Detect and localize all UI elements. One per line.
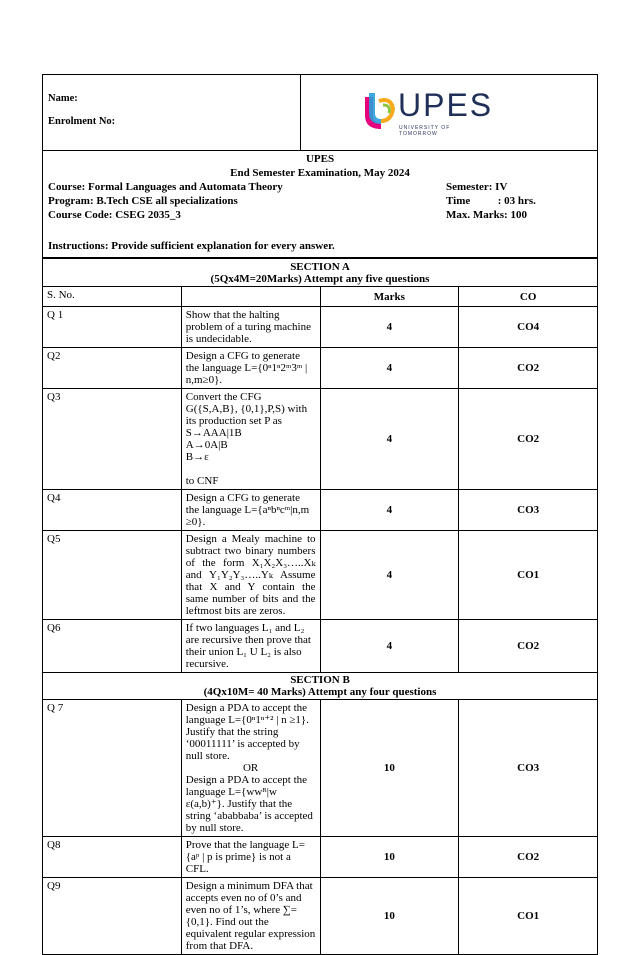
- question-text-block: [181, 389, 320, 490]
- logo-tagline: UNIVERSITY OF TOMORROW: [399, 125, 451, 137]
- question-text: Design a minimum DFA that accepts even no of 0’s and even no of 1’s, where ∑= {0,1}. Find out the equivalent regular expression from that DFA.: [181, 878, 320, 955]
- program-name: Program: B.Tech CSE all specializations: [48, 195, 238, 207]
- question-co: CO2: [459, 837, 598, 878]
- enrolment-label: Enrolment No:: [48, 116, 116, 127]
- semester: Semester: IV: [446, 181, 508, 193]
- question-marks: 10: [320, 837, 459, 878]
- question-row: [43, 307, 598, 348]
- question-row: [43, 389, 598, 490]
- question-text: Design a CFG to generate the language L={aⁿbⁿcᵐ|n,m ≥0}.: [181, 490, 320, 531]
- exam-paper: [42, 74, 598, 955]
- logo-word: UPES: [398, 87, 494, 123]
- question-co: CO2: [459, 348, 598, 389]
- university-name: UPES: [305, 153, 335, 165]
- question-co: CO3: [459, 490, 598, 531]
- question-marks: 4: [320, 389, 459, 490]
- question-row: [43, 700, 598, 837]
- question-co: CO3: [459, 700, 598, 837]
- question-number: Q2: [43, 348, 182, 389]
- production-rule: S→AAA|1B: [185, 427, 242, 439]
- question-co: CO2: [459, 620, 598, 673]
- question-table: [42, 258, 598, 955]
- student-details: [43, 75, 301, 150]
- production-rule: B→ε: [185, 451, 209, 463]
- question-text: Convert the CFG G({S,A,B}, {0,1},P,S) with its production set P as: [185, 391, 308, 427]
- question-row: [43, 837, 598, 878]
- question-text: Design a PDA to accept the language L={0ⁿ1ⁿ⁺² | n ≥1}. Justify that the string ‘00011111’ is accepted by null store.: [185, 702, 309, 762]
- col-sno: S. No.: [43, 287, 182, 307]
- max-marks: Max. Marks: 100: [446, 209, 527, 221]
- question-marks: 4: [320, 531, 459, 620]
- course-name: Course: Formal Languages and Automata Theory: [48, 181, 283, 193]
- question-marks: 4: [320, 307, 459, 348]
- question-number: Q 7: [43, 700, 182, 837]
- col-marks: Marks: [320, 287, 459, 307]
- question-number: Q4: [43, 490, 182, 531]
- question-text: Show that the halting problem of a turing machine is undecidable.: [181, 307, 320, 348]
- question-text: Prove that the language L= {aᵖ | p is prime} is not a CFL.: [181, 837, 320, 878]
- exam-title: End Semester Examination, May 2024: [230, 167, 410, 179]
- question-row: [43, 620, 598, 673]
- column-header-row: [43, 287, 598, 307]
- section-b-header: [43, 673, 598, 700]
- production-rule: A→0A|B: [185, 439, 228, 451]
- upes-logo-mark-icon: [361, 91, 397, 131]
- question-marks: 10: [320, 878, 459, 955]
- col-co: CO: [459, 287, 598, 307]
- question-number: Q3: [43, 389, 182, 490]
- question-marks: 4: [320, 348, 459, 389]
- question-row: [43, 531, 598, 620]
- instructions: Instructions: Provide sufficient explanation for every answer.: [48, 240, 335, 252]
- question-text: If two languages L₁ and L₂ are recursive then prove that their union L₁ U L₂ is also recursive.: [181, 620, 320, 673]
- question-number: Q8: [43, 837, 182, 878]
- col-question: [181, 287, 320, 307]
- question-co: CO1: [459, 531, 598, 620]
- question-co: CO4: [459, 307, 598, 348]
- question-text-block: [181, 700, 320, 837]
- question-co: CO1: [459, 878, 598, 955]
- section-a-header: [43, 259, 598, 287]
- question-row: [43, 348, 598, 389]
- question-co: CO2: [459, 389, 598, 490]
- question-text: Design a Mealy machine to subtract two binary numbers of the form X₁X₂X₃…..Xₖ and Y₁Y₂Y₃…..Yₖ Assume that X and Y contain the same number of bits and the leftmost bits are zeros.: [181, 531, 320, 620]
- question-row: [43, 878, 598, 955]
- question-number: Q5: [43, 531, 182, 620]
- exam-time: Time : 03 hrs.: [446, 195, 536, 207]
- exam-info: [42, 151, 598, 258]
- conversion-target: to CNF: [185, 475, 219, 487]
- question-marks: 4: [320, 620, 459, 673]
- course-code: Course Code: CSEG 2035_3: [48, 209, 181, 221]
- name-label: Name:: [48, 93, 78, 104]
- section-b-title: SECTION B: [290, 674, 350, 686]
- question-text: Design a CFG to generate the language L={0ⁿ1ⁿ2ᵐ3ᵐ | n,m≥0}.: [181, 348, 320, 389]
- or-separator: OR: [242, 762, 259, 774]
- question-marks: 10: [320, 700, 459, 837]
- question-row: [43, 490, 598, 531]
- question-number: Q 1: [43, 307, 182, 348]
- section-b-subtitle: (4Qx10M= 40 Marks) Attempt any four questions: [203, 686, 437, 698]
- header-box: [42, 74, 598, 151]
- question-number: Q6: [43, 620, 182, 673]
- question-marks: 4: [320, 490, 459, 531]
- question-number: Q9: [43, 878, 182, 955]
- upes-logo: [361, 87, 494, 137]
- section-a-title: SECTION A: [290, 261, 350, 273]
- question-text-alt: Design a PDA to accept the language L={wwᴿ|w ε(a,b)⁺}. Justify that the string ‘ababbaba’ is accepted by null store.: [185, 774, 313, 834]
- blank-line: [186, 463, 316, 475]
- section-a-subtitle: (5Qx4M=20Marks) Attempt any five questions: [210, 273, 430, 285]
